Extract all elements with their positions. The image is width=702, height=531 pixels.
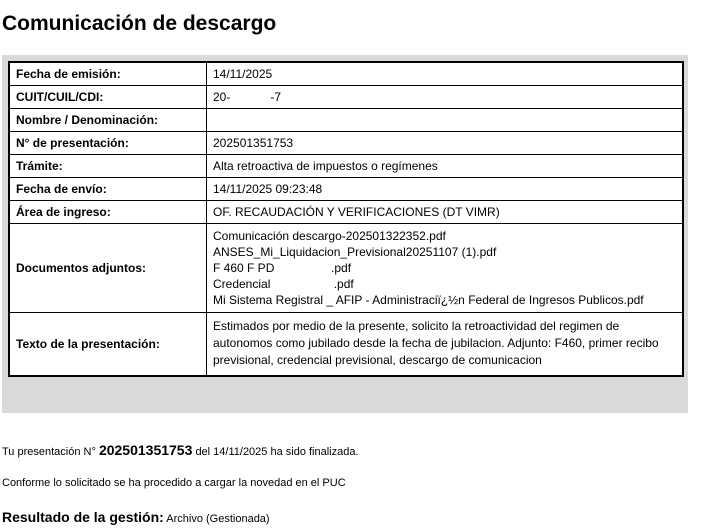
row-label: Fecha de envío: — [9, 178, 207, 201]
row-value: 14/11/2025 — [207, 62, 684, 86]
presentation-number: 202501351753 — [98, 442, 193, 458]
finalized-message — [2, 442, 359, 458]
row-value: 202501351753 — [207, 132, 684, 155]
table-row — [9, 178, 683, 201]
document-file[interactable]: ANSES_Mi_Liquidacion_Previsional20251107 (1).pdf — [213, 245, 497, 259]
notice-text: Conforme lo solicitado se ha procedido a cargar la novedad en el PUC — [2, 477, 346, 489]
document-file[interactable]: Mi Sistema Registral _ AFIP - Administraciï¿½n Federal de Ingresos Publicos.pdf — [213, 293, 644, 307]
row-label: CUIT/CUIL/CDI: — [9, 86, 207, 109]
row-value: Alta retroactiva de impuestos o regímenes — [207, 155, 684, 178]
message-suffix: del 14/11/2025 ha sido finalizada. — [195, 446, 359, 458]
details-table — [8, 61, 684, 377]
row-label: Área de ingreso: — [9, 201, 207, 224]
document-file[interactable]: Credencial .pdf — [213, 277, 354, 291]
table-row-text — [9, 313, 683, 377]
table-row — [9, 109, 683, 132]
message-prefix: Tu presentación N° — [2, 446, 96, 458]
documents-list — [207, 224, 684, 313]
row-label: Fecha de emisión: — [9, 62, 207, 86]
table-row — [9, 86, 683, 109]
row-label: Trámite: — [9, 155, 207, 178]
presentation-text-value: Estimados por medio de la presente, solicito la retroactividad del regimen de autonomos como jubilado desde la fecha de jubilacion. Adjunto: F460, primer recibo previsional, credencial previsional, descargo de comunicacion — [207, 313, 684, 377]
row-value: OF. RECAUDACIÓN Y VERIFICACIONES (DT VIMR) — [207, 201, 684, 224]
row-value: 14/11/2025 09:23:48 — [207, 178, 684, 201]
row-value: 20- -7 — [207, 86, 684, 109]
result-value: Archivo (Gestionada) — [166, 513, 270, 525]
table-row-documents — [9, 224, 683, 313]
document-file[interactable]: F 460 F PD .pdf — [213, 261, 352, 275]
documents-label: Documentos adjuntos: — [9, 224, 207, 313]
table-row — [9, 155, 683, 178]
document-file[interactable]: Comunicación descargo-202501322352.pdf — [213, 229, 446, 243]
table-row — [9, 201, 683, 224]
details-panel — [2, 55, 688, 413]
row-label: N° de presentación: — [9, 132, 207, 155]
result-line — [2, 509, 270, 525]
result-label: Resultado de la gestión: — [2, 509, 164, 525]
table-row — [9, 132, 683, 155]
row-label: Nombre / Denominación: — [9, 109, 207, 132]
row-value — [207, 109, 684, 132]
page-title: Comunicación de descargo — [2, 12, 277, 35]
table-row — [9, 62, 683, 86]
presentation-text-label: Texto de la presentación: — [9, 313, 207, 377]
